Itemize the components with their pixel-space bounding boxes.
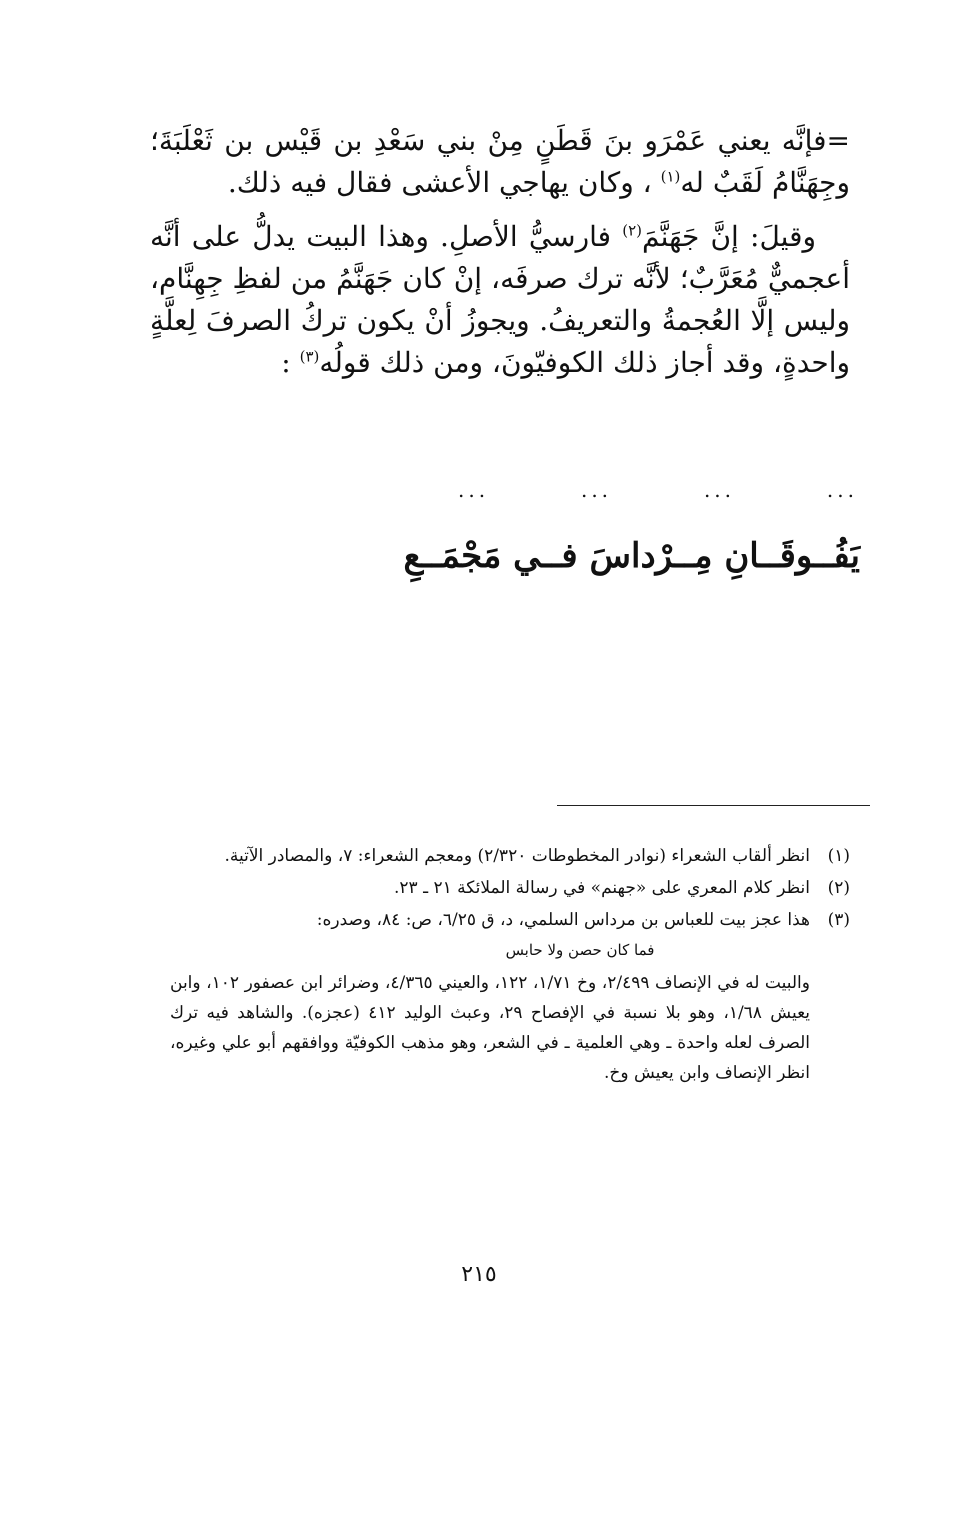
paragraph-1-end: ، وكان يهاجي الأعشى فقال فيه ذلك. [227,166,652,199]
footnote-text: هذا عجز بيت للعباس بن مرداس السلمي، د، ق ٦/٢٥، ص: ٨٤، وصدره: [316,910,810,930]
paragraph-2-middle: فارسيُّ الأصلِ. وهذا البيت يدلُّ على أنَّه أعجميٌّ مُعَرَّبٌ؛ لأنَّه ترك صرفَه، إنْ كان جَهَنَّمُ من لفظِ جِهِنَّام، وليس إلَّا العُجمةُ والتعريفُ. ويجوزُ أنْ يكون تركُ الصرفَ لِعلَّةٍ واحدةٍ، وقد أجاز ذلك الكوفيّونَ، ومن ذلك قولُه [150,220,850,379]
footnote-number: (٣) [827,910,850,930]
footnote-ref-1: (١) [660,167,681,186]
footnote-3 [170,906,850,934]
paragraph-2 [150,216,850,384]
ellipsis: ... [826,478,858,502]
ellipsis: ... [703,478,736,502]
footnote-hemistich: فما كان حصن ولا حابس [505,941,655,959]
footnote-text: انظر ألقاب الشعراء (نوادر المخطوطات ٢/٣٢٠) ومعجم الشعراء: ٧، والمصادر الآتية. [224,846,810,866]
footnote-ref-3: (٣) [299,347,320,366]
footnote-divider [557,805,870,806]
footnote-1 [170,842,850,870]
footnote-2 [170,874,850,902]
footnote-text: انظر كلام المعري على «جهنم» في رسالة الملائكة ٢١ ـ ٢٣. [394,878,810,898]
poetry-verse: يَفُــوقَــانِ مِــرْداسَ فــي مَجْمَــعِ [403,536,860,576]
ellipsis-row [458,478,858,502]
paragraph-1 [150,120,850,204]
main-text-block [150,120,850,384]
page-number: ٢١٥ [461,1262,497,1287]
footnotes-block [170,842,850,1088]
paragraph-2-start: وقيلَ: إنَّ جَهَنَّمَ [642,220,817,253]
paragraph-2-end: : [281,346,291,379]
footnote-number: (٢) [827,878,850,898]
footnote-ref-2: (٢) [622,221,643,240]
footnote-continuation: والبيت له في الإنصاف ٢/٤٩٩، وخ ١/٧١، ١٢٢، والعيني ٤/٣٦٥، وضرائر ابن عصفور ١٠٢، وابن يعيش ١/٦٨، وهو بلا نسبة في الإفصاح ٢٩، وعبث الوليد ٤١٢ (عجزه). والشاهد فيه ترك الصرف لعله واحدة ـ وهي العلمية ـ في الشعر، وهو مذهب الكوفيّة ووافقهم أبو علي وغيره، انظر الإنصاف وابن يعيش وخ. [170,973,811,1083]
ellipsis: ... [580,478,613,502]
footnote-number: (١) [827,846,850,866]
ellipsis: ... [458,478,490,502]
paragraph-1-text: =فإنَّه يعني عَمْرَو بنَ قَطَنٍ مِنْ بني سَعْدِ بن قَيْس بن ثَعْلَبَةَ؛ وجِهَنَّامُ لَقَبٌ له [150,124,850,199]
